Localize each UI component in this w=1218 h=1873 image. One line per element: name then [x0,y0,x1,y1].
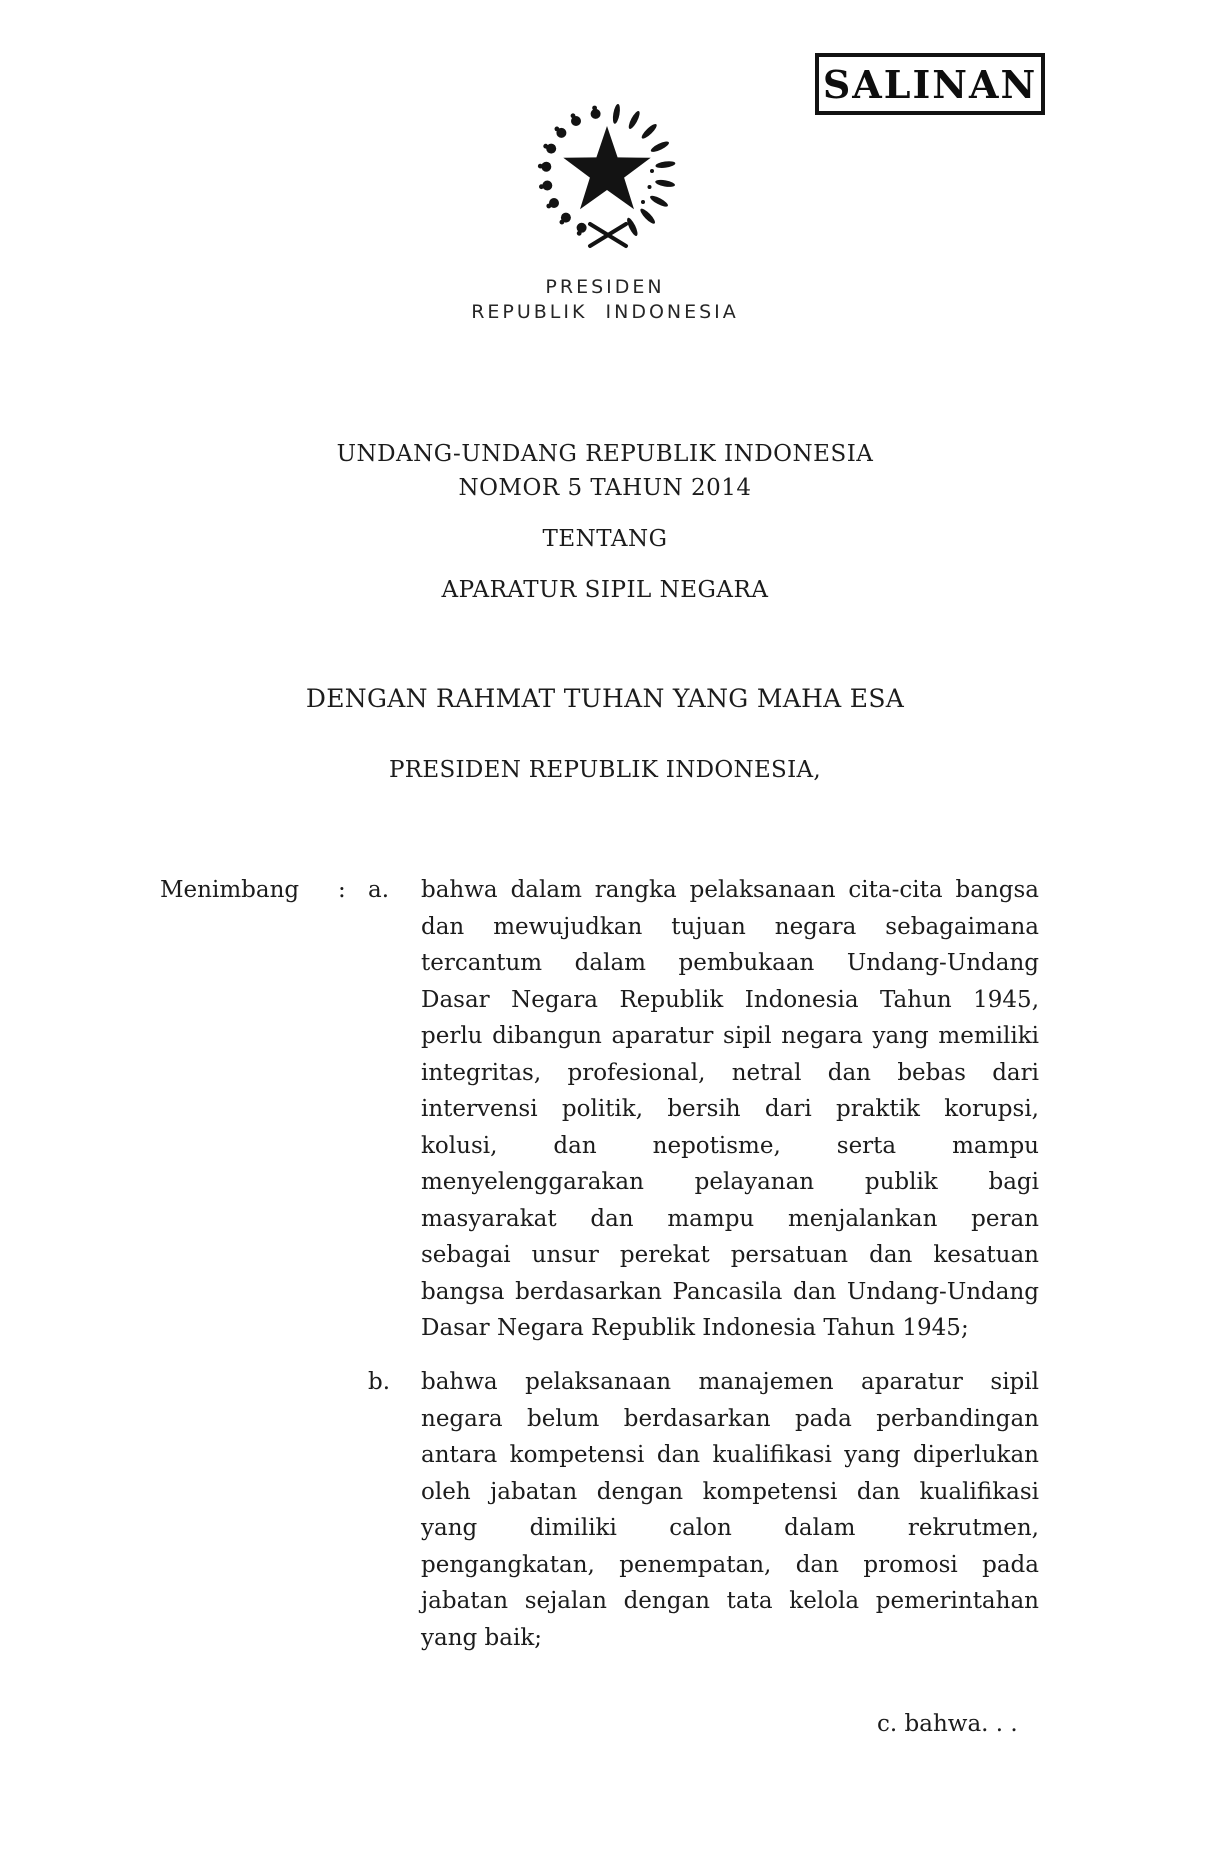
consideration-line: negara belum berdasarkan pada perbandingan [421,1405,1039,1432]
invocation-line: DENGAN RAHMAT TUHAN YANG MAHA ESA [305,684,905,713]
law-title-number: NOMOR 5 TAHUN 2014 [458,475,752,501]
consideration-line: pengangkatan, penempatan, dan promosi pada [421,1551,1039,1578]
law-title-line1: UNDANG-UNDANG REPUBLIK INDONESIA [336,441,874,467]
consideration-item-b [421,1364,1039,1656]
considerations-label: Menimbang [160,877,300,903]
letterhead-presiden: PRESIDEN [545,276,665,298]
consideration-line: menyelenggarakan pelayanan publik bagi [421,1169,1039,1195]
authority-line: PRESIDEN REPUBLIK INDONESIA, [389,757,821,783]
consideration-line: bahwa pelaksanaan manajemen aparatur sipil [421,1369,1039,1395]
consideration-line: perlu dibangun aparatur sipil negara yang memiliki [421,1023,1039,1049]
presidential-seal-icon [528,99,682,249]
consideration-line: Dasar Negara Republik Indonesia Tahun 1945, [421,986,1039,1013]
consideration-line: kolusi, dan nepotisme, serta mampu [421,1132,1039,1159]
consideration-line: yang baik; [421,1624,543,1651]
consideration-line: bahwa dalam rangka pelaksanaan cita-cita bangsa [421,877,1039,903]
consideration-line: tercantum dalam pembukaan Undang-Undang [421,950,1039,976]
salinan-stamp-label: SALINAN [822,61,1038,107]
letterhead-republik-indonesia: REPUBLIK INDONESIA [471,301,739,323]
item-a-letter: a. [368,877,390,903]
consideration-line: oleh jabatan dengan kompetensi dan kualifikasi [421,1478,1039,1505]
consideration-line: jabatan sejalan dengan tata kelola pemerintahan [421,1588,1039,1614]
law-title-tentang: TENTANG [542,526,668,552]
consideration-line: yang dimiliki calon dalam rekrutmen, [421,1515,1039,1541]
consideration-line: intervensi politik, bersih dari praktik korupsi, [421,1096,1039,1122]
law-title-subject: APARATUR SIPIL NEGARA [441,577,769,603]
consideration-item-a [421,872,1039,1347]
page-catchword: c. bahwa. . . [877,1711,1018,1737]
consideration-line: masyarakat dan mampu menjalankan peran [421,1205,1039,1232]
considerations-separator: : [338,877,346,903]
consideration-line: bangsa berdasarkan Pancasila dan Undang-Undang [421,1278,1039,1305]
consideration-line: dan mewujudkan tujuan negara sebagaimana [421,913,1039,940]
consideration-line: antara kompetensi dan kualifikasi yang diperlukan [421,1442,1039,1468]
consideration-line: integritas, profesional, netral dan bebas dari [421,1059,1039,1086]
consideration-line: sebagai unsur perekat persatuan dan kesatuan [421,1242,1039,1268]
salinan-stamp [815,53,1045,115]
item-b-letter: b. [368,1369,391,1395]
consideration-line: Dasar Negara Republik Indonesia Tahun 1945; [421,1315,969,1341]
